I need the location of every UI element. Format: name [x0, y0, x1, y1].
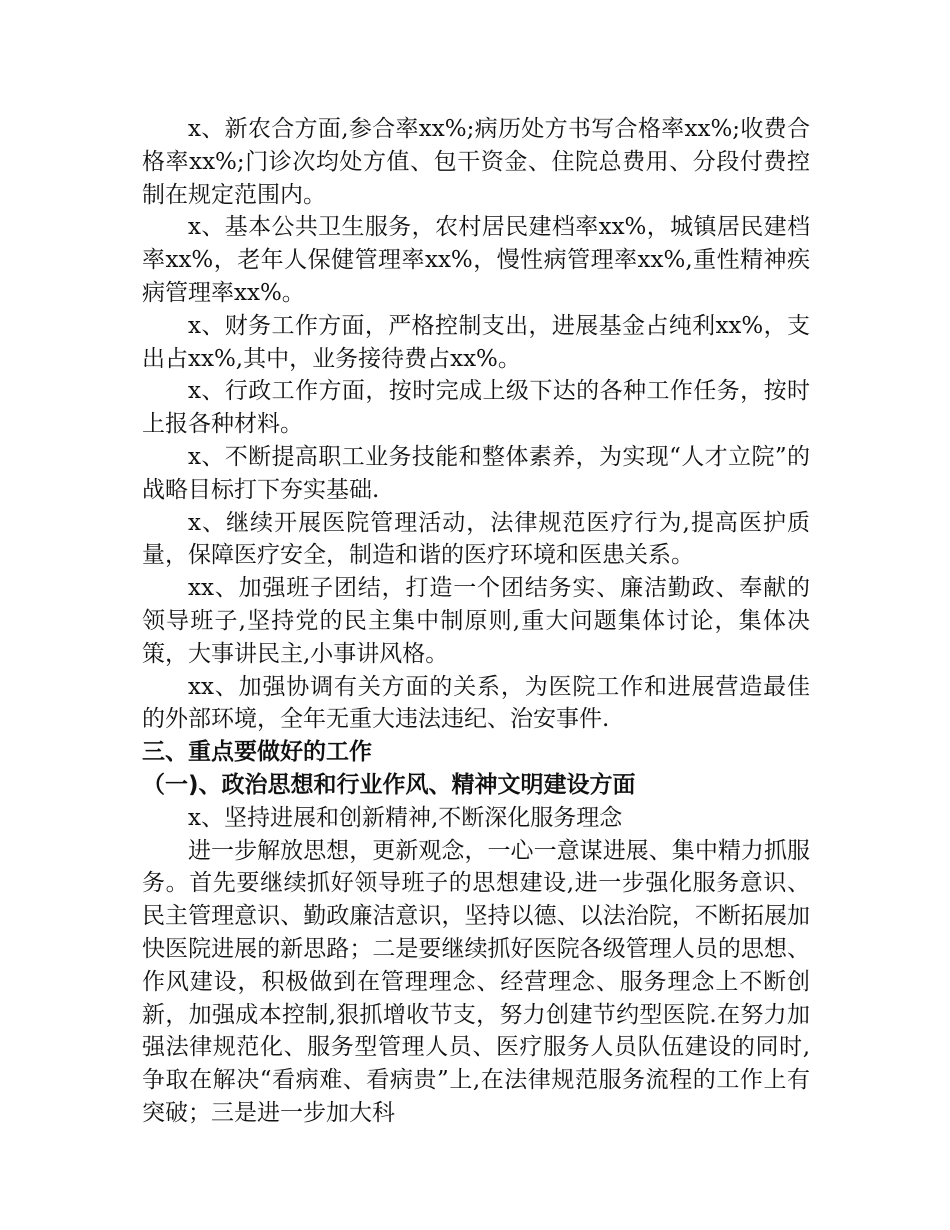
paragraph-emancipate-thinking: 进一步解放思想，更新观念，一心一意谋进展、集中精力抓服务。首先要继续抓好领导班子的思想建设,进一步强化服务意识、民主管理意识、勤政廉洁意识，坚持以德、以法治院，不断拓展加快医院进展的新思路；二是要继续抓好医院各级管理人员的思想、作风建设，积极做到在管理理念、经营理念、服务理念上不断创新，加强成本控制,狠抓增收节支，努力创建节约型医院.在努力加强法律规范化、服务型管理人员、医疗服务人员队伍建设的同时,争取在解决“看病难、看病贵”上,在法律规范服务流程的工作上有突破；三是进一步加大科 [142, 837, 810, 1126]
paragraph-hospital-management: x、继续开展医院管理活动，法律规范医疗行为,提高医护质量，保障医疗安全，制造和谐的医疗环境和医患关系。 [142, 509, 810, 569]
section-heading: 三、重点要做好的工作 [142, 739, 372, 766]
subsection-heading: （一)、政治思想和行业作风、精神文明建设方面 [142, 771, 636, 798]
paragraph-administration: x、行政工作方面，按时完成上级下达的各种工作任务，按时上报各种材料。 [142, 378, 810, 438]
paragraph-xinnonghe: x、新农合方面,参合率xx%;病历处方书写合格率xx%;收费合格率xx%;门诊次均处方值、包干资金、住院总费用、分段付费控制在规定范围内。 [142, 116, 810, 208]
paragraph-public-health: x、基本公共卫生服务，农村居民建档率xx%，城镇居民建档率xx%，老年人保健管理率xx%，慢性病管理率xx%,重性精神疾病管理率xx%。 [142, 214, 810, 306]
paragraph-coordination: xx、加强协调有关方面的关系，为医院工作和进展营造最佳的外部环境，全年无重大违法违纪、治安事件. [142, 673, 810, 733]
paragraph-finance: x、财务工作方面，严格控制支出，进展基金占纯利xx%，支出占xx%,其中，业务接待费占xx%。 [142, 312, 810, 372]
paragraph-leadership-unity: xx、加强班子团结，打造一个团结务实、廉洁勤政、奉献的领导班子,坚持党的民主集中制原则,重大问题集体讨论，集体决策，大事讲民主,小事讲风格。 [142, 575, 810, 667]
paragraph-innovation: x、坚持进展和创新精神,不断深化服务理念 [188, 804, 623, 831]
document-page [142, 113, 810, 1130]
paragraph-staff-skills: x、不断提高职工业务技能和整体素养，为实现“人才立院”的战略目标打下夯实基础. [142, 443, 810, 503]
